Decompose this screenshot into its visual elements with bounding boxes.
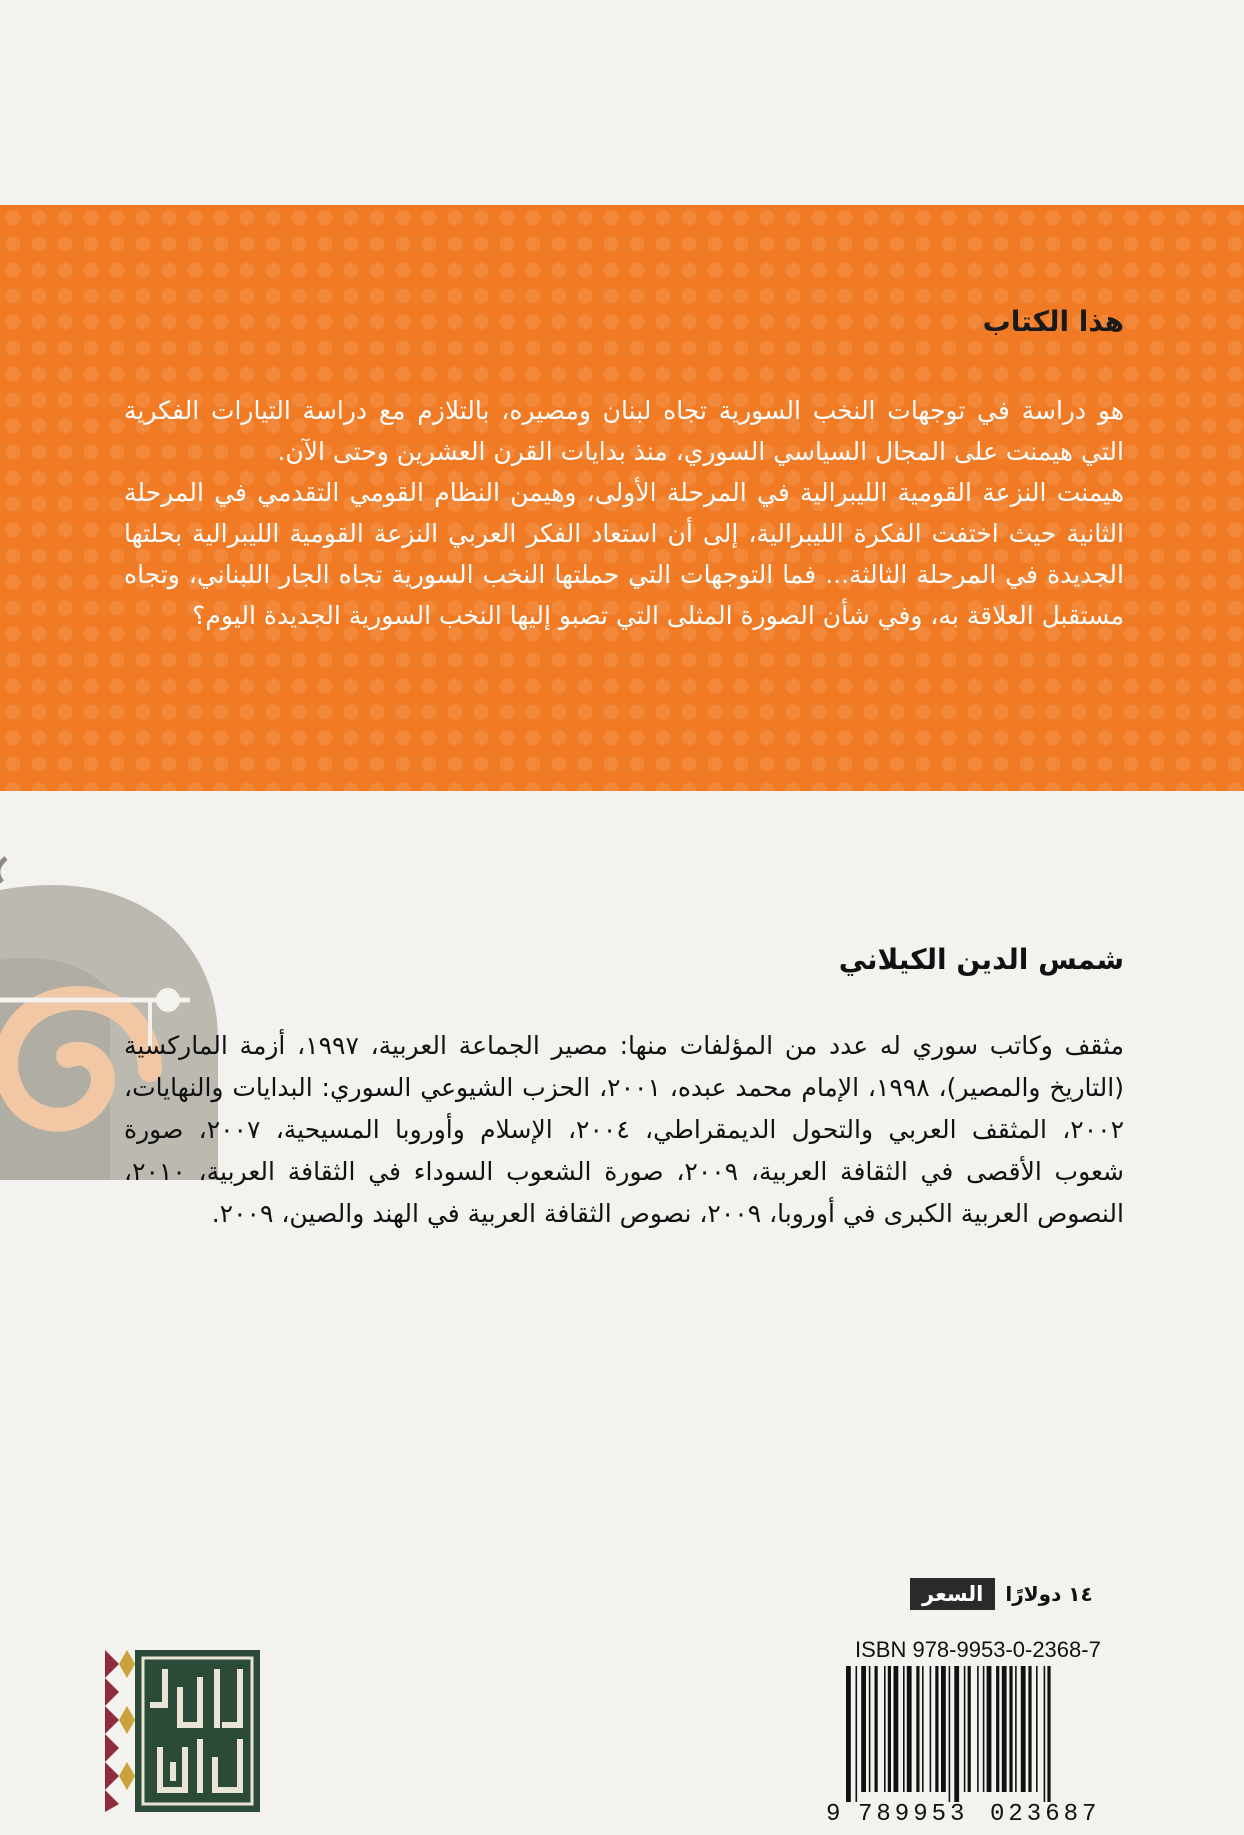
barcode-bar <box>949 1666 951 1802</box>
author-bio: مثقف وكاتب سوري له عدد من المؤلفات منها: مصير الجماعة العربية، ١٩٩٧، أزمة الماركسية (التاريخ والمصير)، ١٩٩٨، الإمام محمد عبده، ٢٠٠١، الحزب الشيوعي السوري: البدايات والنهايات، ٢٠٠٢، المثقف العربي والتحول الديمقراطي، ٢٠٠٤، الإسلام وأوروبا المسيحية، ٢٠٠٧، صورة شعوب الأقصى في الثقافة العربية، ٢٠٠٩، صورة الشعوب السوداء في الثقافة العربية، ٢٠١٠، النصوص العربية الكبرى في أوروبا، ٢٠٠٩، نصوص الثقافة العربية في الهند والصين، ٢٠٠٩. <box>124 1031 1125 1228</box>
barcode-bar <box>894 1666 899 1792</box>
barcode-bar <box>1021 1666 1026 1792</box>
barcode-bar <box>954 1666 959 1802</box>
isbn-text: ISBN 978-9953-0-2368-7 <box>855 1637 1101 1662</box>
barcode-bar <box>930 1666 932 1792</box>
barcode-bar <box>968 1666 971 1792</box>
about-body: هو دراسة في توجهات النخب السورية تجاه لبنان ومصيره، بالتلازم مع دراسة التيارات الفكرية التي هيمنت على المجال السياسي السوري، منذ بدايات القرن العشرين وحتى الآن. هيمنت النزعة القومية الليبرالية في المرحلة الأولى، وهيمن النظام القومي التقدمي في المرحلة الثانية حيث اختفت الفكرة الليبرالية، إلى أن استعاد الفكر العربي النزعة القومية الليبرالية بحلتها الجديدة في المرحلة الثالثة... فما التوجهات التي حملتها النخب السورية تجاه الجار اللبناني، وتجاه مستقبل العلاقة به، وفي شأن الصورة المثلى التي تصبو إليها النخب السورية الجديدة اليوم؟ <box>124 396 1124 630</box>
barcode-bar <box>964 1666 966 1792</box>
barcode-bar <box>1028 1666 1031 1792</box>
barcode-bar <box>903 1666 905 1792</box>
barcode-left-group: 789953 <box>858 1801 969 1826</box>
author-name: شمس الدين الكيلاني <box>838 943 1124 976</box>
barcode-bar <box>987 1666 992 1792</box>
price-label: السعر <box>910 1578 995 1610</box>
price-tag <box>910 1578 1093 1610</box>
isbn-barcode <box>820 1666 1130 1826</box>
logo-zigzag <box>105 1650 119 1812</box>
barcode-right-group: 023687 <box>990 1801 1101 1826</box>
barcode-bar <box>916 1666 919 1792</box>
barcode-bar <box>869 1666 871 1792</box>
barcode-bar <box>846 1666 851 1802</box>
barcode-bar <box>1015 1666 1017 1792</box>
barcode-bar <box>941 1666 946 1792</box>
barcode-bar <box>1036 1666 1038 1792</box>
barcode-first-digit: 9 <box>826 1801 841 1826</box>
barcode-bar <box>922 1666 924 1792</box>
barcode-bar <box>875 1666 878 1792</box>
price-value: ١٤ دولارًا <box>1005 1582 1093 1606</box>
barcode-bar <box>1002 1666 1007 1792</box>
barcode-bar <box>861 1666 866 1792</box>
barcode-bar <box>888 1666 891 1792</box>
barcode-bar <box>1009 1666 1012 1792</box>
barcode-bar <box>977 1666 979 1792</box>
publisher-logo <box>105 1650 260 1812</box>
barcode-bar <box>1044 1666 1046 1802</box>
barcode-bar <box>996 1666 999 1792</box>
barcode-bar <box>907 1666 912 1792</box>
about-heading: هذا الكتاب <box>982 305 1124 338</box>
barcode-bar <box>1047 1666 1050 1802</box>
barcode-bar <box>856 1666 858 1802</box>
barcode-bar <box>935 1666 938 1792</box>
barcode-bar <box>983 1666 985 1792</box>
barcode-bar <box>884 1666 886 1792</box>
